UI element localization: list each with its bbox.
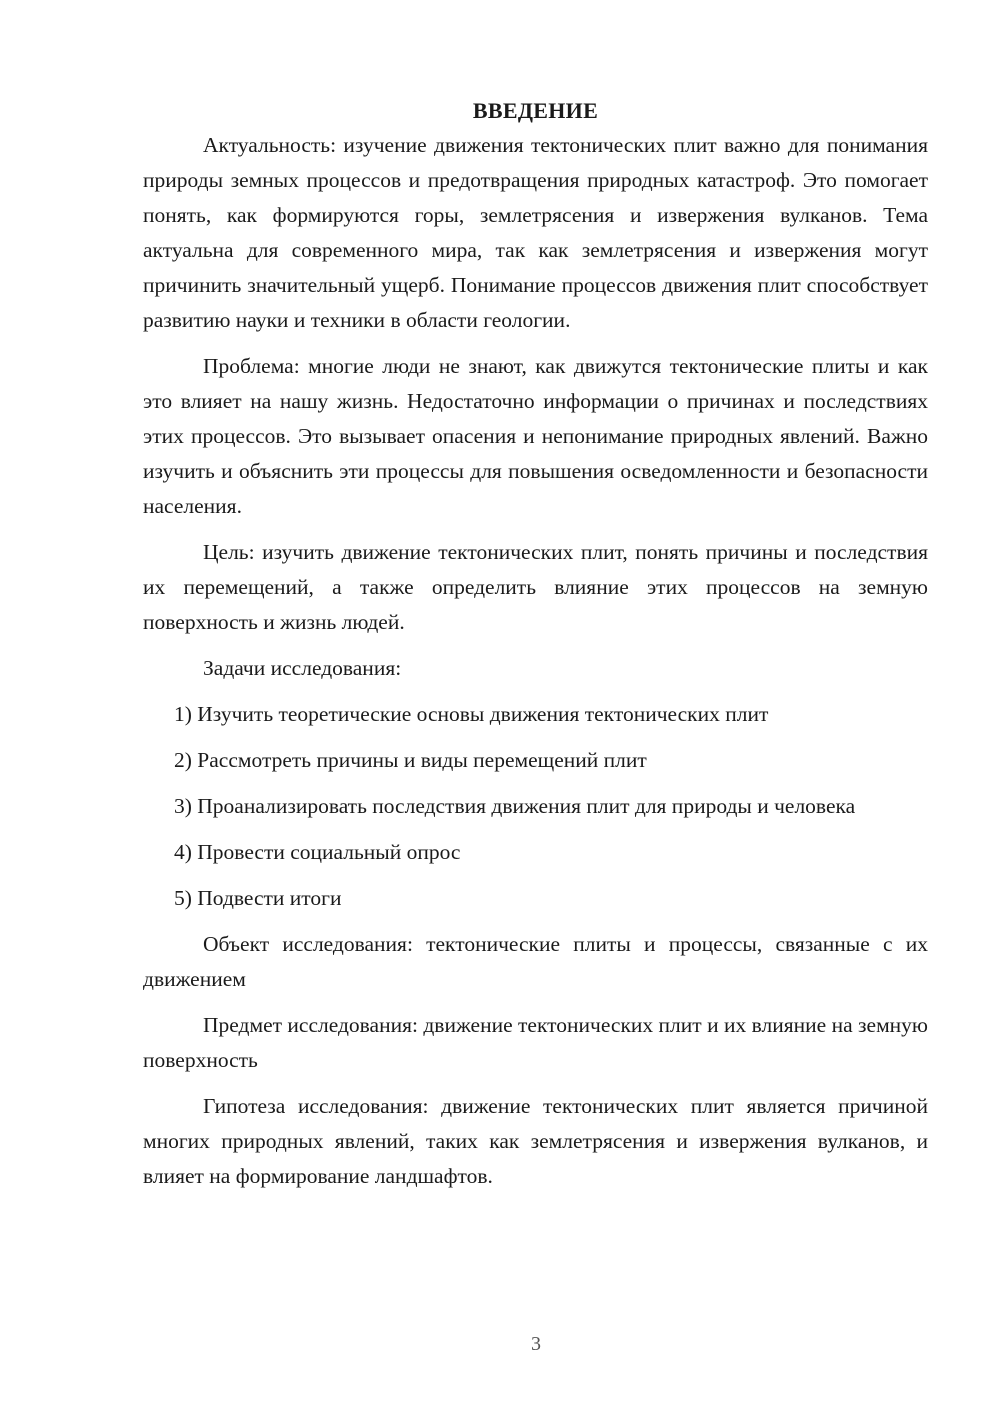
page-number: 3 <box>531 1333 541 1355</box>
paragraph-goal: Цель: изучить движение тектонических плит, понять причины и последствия их перемещений, а также определить влияние этих процессов на земную поверхность и жизнь людей. <box>143 540 928 634</box>
paragraph-subject: Предмет исследования: движение тектонических плит и их влияние на земную поверхность <box>143 1013 928 1072</box>
task-item-1: 1) Изучить теоретические основы движения тектонических плит <box>174 702 769 726</box>
tasks-heading: Задачи исследования: <box>203 656 402 680</box>
paragraph-relevance: Актуальность: изучение движения тектонических плит важно для понимания природы земных процессов и предотвращения природных катастроф. Это помогает понять, как формируются горы, землетрясения и извержения вулканов. Тема актуальна для современного мира, так как землетрясения и извержения могут причинить значительный ущерб. Понимание процессов движения плит способствует развитию науки и техники в области геологии. <box>143 133 928 332</box>
task-item-3: 3) Проанализировать последствия движения плит для природы и человека <box>174 794 856 818</box>
task-item-2: 2) Рассмотреть причины и виды перемещений плит <box>174 748 647 772</box>
task-item-5: 5) Подвести итоги <box>174 886 342 910</box>
paragraph-hypothesis: Гипотеза исследования: движение тектонических плит является причиной многих природных явлений, таких как землетрясения и извержения вулканов, и влияет на формирование ландшафтов. <box>143 1094 928 1188</box>
document-page <box>143 93 928 1194</box>
task-item-4: 4) Провести социальный опрос <box>174 840 461 864</box>
page-title: ВВЕДЕНИЕ <box>472 98 599 123</box>
paragraph-object: Объект исследования: тектонические плиты и процессы, связанные с их движением <box>143 932 928 991</box>
paragraph-problem: Проблема: многие люди не знают, как движутся тектонические плиты и как это влияет на нашу жизнь. Недостаточно информации о причинах и последствиях этих процессов. Это вызывает опасения и непонимание природных явлений. Важно изучить и объяснить эти процессы для повышения осведомленности и безопасности населения. <box>143 354 928 518</box>
